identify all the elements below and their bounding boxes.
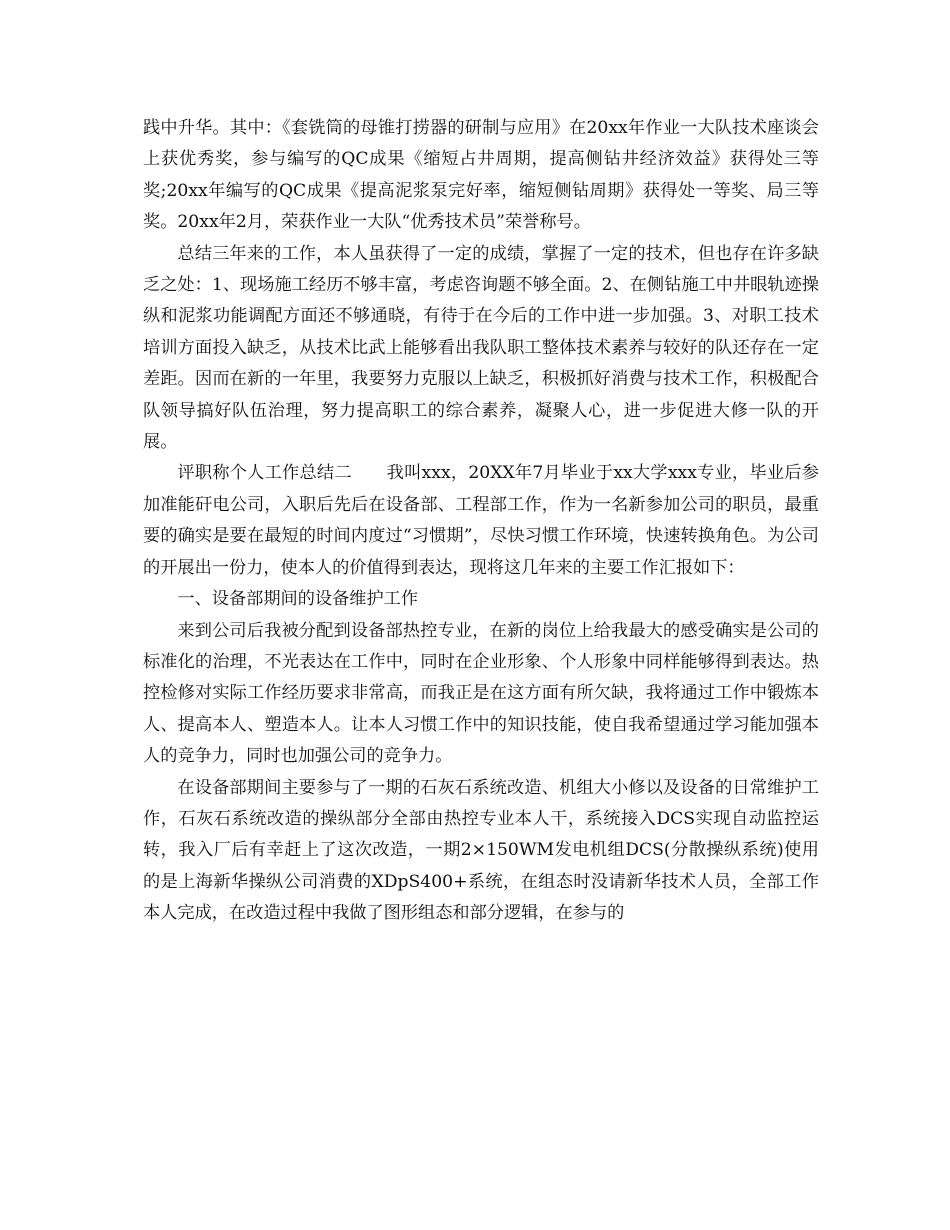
document-page — [143, 113, 819, 930]
section-heading: 一、设备部期间的设备维护工作 — [177, 589, 419, 610]
paragraph-4: 来到公司后我被分配到设备部热控专业，在新的岗位上给我最大的感受确实是公司的标准化的治理，不光表达在工作中，同时在企业形象、个人形象中同样能够得到表达。热控检修对实际工作经历要求非常高，而我正是在这方面有所欠缺，我将通过工作中锻炼本人、提高本人、塑造本人。让本人习惯工作中的知识技能，使自我希望通过学习能加强本人的竞争力，同时也加强公司的竞争力。 — [143, 620, 819, 767]
paragraph-2: 总结三年来的工作，本人虽获得了一定的成绩，掌握了一定的技术，但也存在许多缺乏之处：1、现场施工经历不够丰富，考虑咨询题不够全面。2、在侧钻施工中井眼轨迹操纵和泥浆功能调配方面还不够通晓，有待于在今后的工作中进一步加强。3、对职工技术培训方面投入缺乏，从技术比武上能够看出我队职工整体技术素养与较好的队还存在一定差距。因而在新的一年里，我要努力克服以上缺乏，积极抓好消费与技术工作，积极配合队领导搞好队伍治理，努力提高职工的综合素养，凝聚人心，进一步促进大修一队的开展。 — [143, 243, 819, 453]
paragraph-5: 在设备部期间主要参与了一期的石灰石系统改造、机组大小修以及设备的日常维护工作，石灰石系统改造的操纵部分全部由热控专业本人干，系统接入DCS实现自动监控运转，我入厂后有幸赶上了这次改造，一期2×150WM发电机组DCS(分散操纵系统)使用的是上海新华操纵公司消费的XDpS400+系统，在组态时没请新华技术人员，全部工作本人完成，在改造过程中我做了图形组态和部分逻辑，在参与的 — [143, 777, 819, 924]
paragraph-3: 评职称个人工作总结二 我叫xxx，20XX年7月毕业于xx大学xxx专业，毕业后参加准能矸电公司，入职后先后在设备部、工程部工作，作为一名新参加公司的职员，最重要的确实是要在最短的时间内度过“习惯期”，尽快习惯工作环境，快速转换角色。为公司的开展出一份力，使本人的价值得到表达，现将这几年来的主要工作汇报如下： — [143, 463, 819, 578]
paragraph-1: 践中升华。其中：《套铣筒的母锥打捞器的研制与应用》在20xx年作业一大队技术座谈会上获优秀奖，参与编写的QC成果《缩短占井周期，提高侧钻井经济效益》获得处三等奖;20xx年编写的QC成果《提高泥浆泵完好率，缩短侧钻周期》获得处一等奖、局三等奖。20xx年2月，荣获作业一大队“优秀技术员”荣誉称号。 — [143, 118, 819, 233]
